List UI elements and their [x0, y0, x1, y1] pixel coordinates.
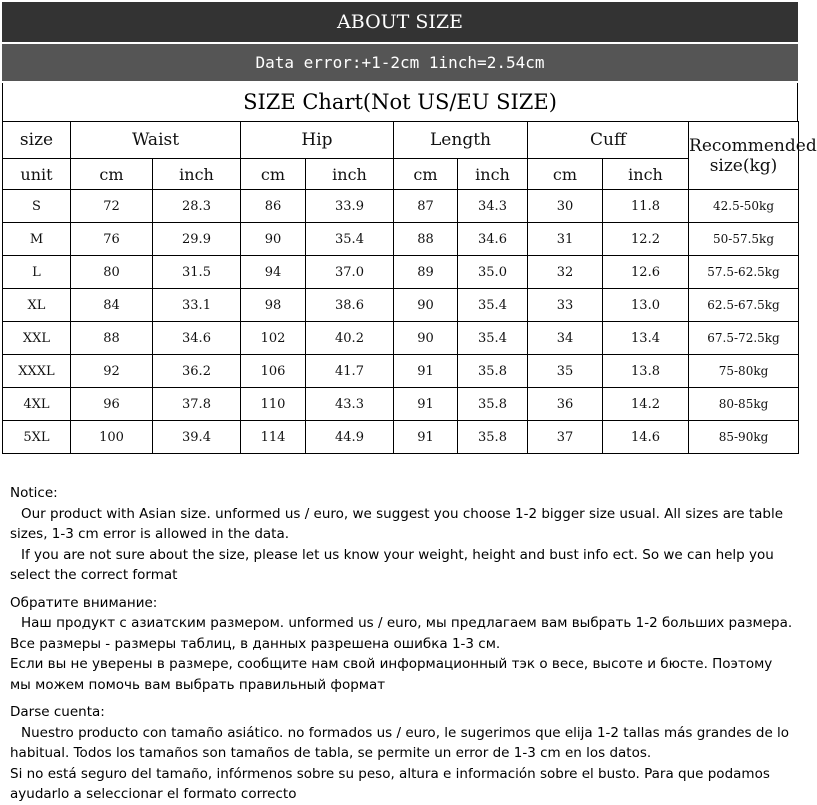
cell-hip-cm: 110 — [241, 388, 306, 421]
table-row — [3, 223, 799, 256]
cell-recommended-kg: 50-57.5kg — [689, 223, 799, 256]
cell-cuff-inch: 12.6 — [603, 256, 689, 289]
cell-length-cm: 91 — [394, 355, 458, 388]
header-length: Length — [394, 122, 528, 159]
cell-size: XXXL — [3, 355, 71, 388]
cell-cuff-inch: 13.8 — [603, 355, 689, 388]
cell-waist-inch: 34.6 — [153, 322, 241, 355]
cell-length-cm: 89 — [394, 256, 458, 289]
cell-hip-cm: 102 — [241, 322, 306, 355]
cell-size: M — [3, 223, 71, 256]
data-error-note: Data error:+1-2cm 1inch=2.54cm — [2, 44, 798, 81]
cell-recommended-kg: 67.5-72.5kg — [689, 322, 799, 355]
cell-hip-inch: 44.9 — [306, 421, 394, 454]
cell-length-cm: 87 — [394, 190, 458, 223]
unit-inch: inch — [458, 159, 528, 190]
cell-length-cm: 88 — [394, 223, 458, 256]
cell-hip-cm: 106 — [241, 355, 306, 388]
cell-recommended-kg: 80-85kg — [689, 388, 799, 421]
cell-waist-cm: 88 — [71, 322, 153, 355]
table-unit-row — [3, 159, 799, 190]
cell-waist-cm: 96 — [71, 388, 153, 421]
notice-section — [10, 483, 794, 805]
table-row — [3, 289, 799, 322]
cell-hip-cm: 94 — [241, 256, 306, 289]
header-hip: Hip — [241, 122, 394, 159]
unit-cm: cm — [241, 159, 306, 190]
notice-heading-ru: Обратите внимание: — [10, 594, 158, 611]
cell-waist-inch: 36.2 — [153, 355, 241, 388]
cell-waist-cm: 80 — [71, 256, 153, 289]
cell-length-inch: 35.8 — [458, 355, 528, 388]
cell-length-inch: 35.4 — [458, 289, 528, 322]
notice-text-es-1: Nuestro producto con tamaño asiático. no formados us / euro, le sugerimos que elija 1-2 tallas más grandes de lo habitual. Todos los tamaños son tamaños de tabla, se permite un error de 1-3 cm en los datos. — [10, 724, 790, 761]
cell-waist-inch: 39.4 — [153, 421, 241, 454]
cell-length-inch: 34.3 — [458, 190, 528, 223]
cell-length-cm: 90 — [394, 289, 458, 322]
cell-waist-inch: 37.8 — [153, 388, 241, 421]
cell-cuff-cm: 30 — [528, 190, 603, 223]
unit-cm: cm — [71, 159, 153, 190]
notice-text-en-2: If you are not sure about the size, please let us know your weight, height and bust info ect. So we can help you select the correct format — [10, 546, 774, 583]
cell-cuff-inch: 13.0 — [603, 289, 689, 322]
unit-inch: inch — [153, 159, 241, 190]
cell-cuff-cm: 36 — [528, 388, 603, 421]
cell-size: S — [3, 190, 71, 223]
cell-hip-inch: 43.3 — [306, 388, 394, 421]
size-chart-title: SIZE Chart(Not US/EU SIZE) — [2, 83, 798, 121]
cell-waist-cm: 72 — [71, 190, 153, 223]
table-row — [3, 388, 799, 421]
cell-waist-cm: 92 — [71, 355, 153, 388]
cell-hip-inch: 37.0 — [306, 256, 394, 289]
notice-heading-en: Notice: — [10, 485, 58, 501]
cell-recommended-kg: 85-90kg — [689, 421, 799, 454]
cell-waist-cm: 100 — [71, 421, 153, 454]
cell-hip-cm: 90 — [241, 223, 306, 256]
cell-cuff-inch: 14.2 — [603, 388, 689, 421]
header-size: size — [3, 122, 71, 159]
cell-hip-inch: 33.9 — [306, 190, 394, 223]
cell-length-inch: 35.8 — [458, 421, 528, 454]
cell-length-inch: 35.8 — [458, 388, 528, 421]
cell-hip-cm: 114 — [241, 421, 306, 454]
cell-cuff-cm: 33 — [528, 289, 603, 322]
cell-waist-inch: 28.3 — [153, 190, 241, 223]
table-row — [3, 421, 799, 454]
notice-text-es-2: Si no está seguro del tamaño, infórmenos sobre su peso, altura e información sobre el busto. Para que podamos ayudarlo a seleccionar el formato correcto — [10, 765, 770, 802]
cell-size: 4XL — [3, 388, 71, 421]
header-cuff: Cuff — [528, 122, 689, 159]
cell-cuff-inch: 11.8 — [603, 190, 689, 223]
notice-text-en-1: Our product with Asian size. unformed us / euro, we suggest you choose 1-2 bigger size usual. All sizes are table sizes, 1-3 cm error is allowed in the data. — [10, 505, 784, 542]
cell-hip-inch: 40.2 — [306, 322, 394, 355]
cell-waist-inch: 31.5 — [153, 256, 241, 289]
cell-length-inch: 35.0 — [458, 256, 528, 289]
notice-text-ru-2: Если вы не уверены в размере, сообщите нам свой информационный тэк о весе, высоте и бюсте. Поэтому мы можем помочь вам выбрать правильный формат — [10, 656, 773, 693]
cell-size: XXL — [3, 322, 71, 355]
table-row — [3, 256, 799, 289]
notice-text-ru-1: Наш продукт с азиатским размером. unformed us / euro, мы предлагаем вам выбрать 1-2 больших размера. Все размеры - размеры таблиц, в данных разрешена ошибка 1-3 см. — [10, 615, 793, 652]
unit-inch: inch — [306, 159, 394, 190]
cell-cuff-inch: 12.2 — [603, 223, 689, 256]
cell-waist-cm: 84 — [71, 289, 153, 322]
page-title: ABOUT SIZE — [2, 2, 798, 42]
cell-recommended-kg: 42.5-50kg — [689, 190, 799, 223]
size-table — [2, 121, 817, 454]
cell-cuff-cm: 32 — [528, 256, 603, 289]
table-row — [3, 190, 799, 223]
cell-cuff-cm: 35 — [528, 355, 603, 388]
cell-length-cm: 91 — [394, 421, 458, 454]
table-header-row — [3, 122, 799, 159]
cell-cuff-cm: 31 — [528, 223, 603, 256]
cell-recommended-kg: 62.5-67.5kg — [689, 289, 799, 322]
cell-length-cm: 90 — [394, 322, 458, 355]
cell-hip-inch: 35.4 — [306, 223, 394, 256]
cell-hip-cm: 86 — [241, 190, 306, 223]
cell-size: 5XL — [3, 421, 71, 454]
cell-cuff-inch: 14.6 — [603, 421, 689, 454]
cell-size: L — [3, 256, 71, 289]
cell-waist-cm: 76 — [71, 223, 153, 256]
unit-cm: cm — [394, 159, 458, 190]
cell-size: XL — [3, 289, 71, 322]
cell-hip-inch: 38.6 — [306, 289, 394, 322]
header-recommended: Recommended size(kg) — [689, 122, 799, 190]
size-rows — [3, 190, 799, 454]
table-row — [3, 322, 799, 355]
cell-cuff-inch: 13.4 — [603, 322, 689, 355]
cell-length-inch: 34.6 — [458, 223, 528, 256]
notice-heading-es: Darse cuenta: — [10, 704, 105, 720]
cell-length-inch: 35.4 — [458, 322, 528, 355]
unit-label: unit — [3, 159, 71, 190]
cell-hip-cm: 98 — [241, 289, 306, 322]
table-row — [3, 355, 799, 388]
cell-waist-inch: 33.1 — [153, 289, 241, 322]
unit-inch: inch — [603, 159, 689, 190]
cell-hip-inch: 41.7 — [306, 355, 394, 388]
header-waist: Waist — [71, 122, 241, 159]
cell-cuff-cm: 34 — [528, 322, 603, 355]
cell-cuff-cm: 37 — [528, 421, 603, 454]
cell-recommended-kg: 75-80kg — [689, 355, 799, 388]
cell-length-cm: 91 — [394, 388, 458, 421]
cell-waist-inch: 29.9 — [153, 223, 241, 256]
unit-cm: cm — [528, 159, 603, 190]
cell-recommended-kg: 57.5-62.5kg — [689, 256, 799, 289]
